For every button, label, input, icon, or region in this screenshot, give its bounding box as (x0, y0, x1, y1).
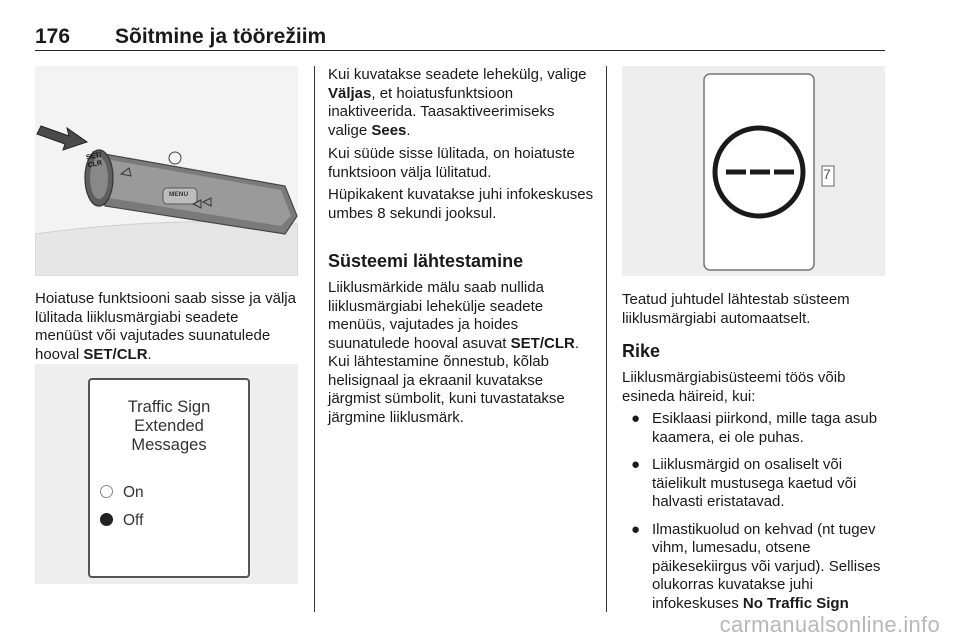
turn-signal-stalk-illustration (35, 66, 298, 276)
radio-unselected-icon (100, 485, 113, 498)
set-clr-button-label: SET/ CLR (85, 151, 103, 170)
no-traffic-sign-illustration (622, 66, 885, 276)
page-header (35, 22, 885, 51)
display-screen (88, 378, 250, 578)
col2-paragraph-1: Kui kuvatakse seadete lehekülg, valige Väljas, et hoiatusfunktsioon inaktiveerida. Taasaktiveerimiseks valige Sees. (328, 66, 587, 139)
column-divider-2 (606, 66, 607, 612)
bullet-icon: ● (631, 410, 641, 427)
bullet-icon: ● (631, 456, 641, 473)
menu-button-label: MENU (169, 191, 189, 198)
list-item: ● Ilmastikuolud on kehvad (nt tugev vihm, lumesadu, otsene päikesekiirgus või varjud). Sellises olukorras kuvatakse juhi infokeskuses No Traffic Sign (631, 520, 881, 612)
fault-causes-list (622, 410, 890, 622)
col1-paragraph: Hoiatuse funktsiooni saab sisse ja välja lülitada liiklusmärgiabi seadete menüüst või vajutades suunatulede hooval SET/CLR. (35, 290, 296, 363)
col2-paragraph-3: Hüpikakent kuvatakse juhi infokeskuses umbes 8 sekundi jooksul. (328, 186, 594, 222)
col3-paragraph-2: Liiklusmärgiabisüsteemi töös võib esineda häireid, kui: (622, 369, 846, 405)
section-heading-reset: Süsteemi lähtestamine (328, 251, 524, 271)
col2-paragraph-2: Kui süüde sisse lülitada, on hoiatuste funktsioon välja lülitatud. (328, 145, 575, 181)
page-number: 176 (35, 25, 71, 48)
radio-selected-icon (100, 513, 113, 526)
watermark: carmanualsonline.info (719, 612, 940, 637)
option-on[interactable]: On (100, 484, 144, 502)
side-indicator-label: 7 (823, 166, 831, 182)
list-item: ● Liiklusmärgid on osaliselt või täielikult mustusega kaetud või halvasti eristatavad. (631, 456, 857, 510)
column-divider-1 (314, 66, 315, 612)
col2-paragraph-4: Liiklusmärkide mälu saab nullida liiklusmärgiabi lehekülje seadete menüüs, vajutades ja hoides suunatulede hooval asuvat SET/CLR. Kui lähtestamine õnnestub, kõlab helisignaal ja ekraanil kuvatakse järgmist sümbolit, kuni tuvastatakse järgmine liiklusmärk. (328, 279, 579, 426)
settings-screen-illustration (35, 364, 298, 584)
list-item: ● Esiklaasi piirkond, mille taga asub kaamera, ei ole puhas. (631, 410, 878, 446)
option-off[interactable]: Off (100, 512, 143, 530)
col3-paragraph-1: Teatud juhtudel lähtestab süsteem liiklusmärgiabi automaatselt. (622, 291, 850, 327)
stalk-drawing (35, 66, 298, 276)
section-heading-fault: Rike (622, 341, 661, 361)
set-clr-bold: SET/CLR (83, 345, 148, 363)
bullet-icon: ● (631, 520, 641, 538)
screen-title: Traffic Sign Extended Messages (127, 398, 211, 454)
chapter-title: Sõitmine ja töörežiim (115, 25, 327, 48)
no-traffic-sign-icon (622, 66, 885, 276)
